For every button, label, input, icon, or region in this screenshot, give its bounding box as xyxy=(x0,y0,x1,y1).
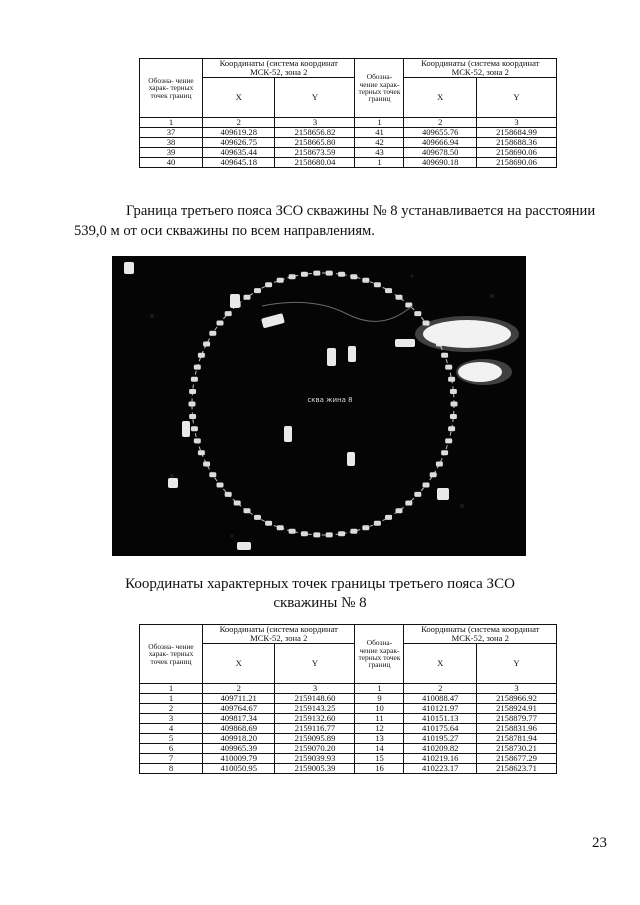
column-index: 3 xyxy=(275,684,355,694)
boundary-point-marker xyxy=(326,271,333,276)
x-value: 410219.16 xyxy=(404,754,476,764)
zone-map-drawing xyxy=(112,256,526,556)
table-row xyxy=(140,714,557,724)
boundary-point-marker xyxy=(423,483,430,488)
point-number: 43 xyxy=(355,148,404,158)
boundary-point-marker xyxy=(244,508,251,513)
point-number: 7 xyxy=(140,754,203,764)
y-value: 2158680.04 xyxy=(275,158,355,168)
y-value: 2158730.21 xyxy=(476,744,556,754)
point-number: 13 xyxy=(355,734,404,744)
boundary-point-marker xyxy=(396,295,403,300)
y-header: Y xyxy=(476,78,556,118)
boundary-point-marker xyxy=(374,282,381,287)
column-index: 3 xyxy=(476,684,556,694)
x-value: 410175.64 xyxy=(404,724,476,734)
boundary-point-marker xyxy=(396,508,403,513)
coords-header: Координаты (система координат МСК-52, зона 2 xyxy=(203,625,355,644)
x-value: 410050.95 xyxy=(203,764,275,774)
point-number: 42 xyxy=(355,138,404,148)
boundary-point-marker xyxy=(405,501,412,506)
y-value: 2158781.94 xyxy=(476,734,556,744)
x-value: 410088.47 xyxy=(404,694,476,704)
y-value: 2159143.25 xyxy=(275,704,355,714)
y-value: 2159039.93 xyxy=(275,754,355,764)
boundary-point-marker xyxy=(289,274,296,279)
y-value: 2158665.80 xyxy=(275,138,355,148)
table-row xyxy=(140,754,557,764)
y-value: 2158623.71 xyxy=(476,764,556,774)
boundary-point-marker xyxy=(350,529,357,534)
column-index: 3 xyxy=(476,118,556,128)
point-number: 14 xyxy=(355,744,404,754)
y-value: 2158688.36 xyxy=(476,138,556,148)
column-index: 1 xyxy=(355,684,404,694)
boundary-point-marker xyxy=(445,365,452,370)
table-row xyxy=(140,138,557,148)
boundary-point-marker xyxy=(301,272,308,277)
table-row xyxy=(140,734,557,744)
boundary-point-marker xyxy=(189,414,196,419)
point-number: 39 xyxy=(140,148,203,158)
boundary-point-marker xyxy=(198,450,205,455)
boundary-point-marker xyxy=(289,529,296,534)
boundary-point-marker xyxy=(277,278,284,283)
point-number: 9 xyxy=(355,694,404,704)
boundary-point-marker xyxy=(374,521,381,526)
boundary-point-marker xyxy=(254,515,261,520)
bottom-table-caption xyxy=(100,575,540,613)
y-value: 2158879.77 xyxy=(476,714,556,724)
table-row xyxy=(140,704,557,714)
y-value: 2159148.60 xyxy=(275,694,355,704)
x-value: 409965.39 xyxy=(203,744,275,754)
caption-line-1: Координаты характерных точек границы третьего пояса ЗСО xyxy=(125,576,515,592)
point-number: 16 xyxy=(355,764,404,774)
x-value: 410009.79 xyxy=(203,754,275,764)
x-header: X xyxy=(203,644,275,684)
y-value: 2158673.59 xyxy=(275,148,355,158)
point-number: 1 xyxy=(140,694,203,704)
point-number: 4 xyxy=(140,724,203,734)
y-value: 2159116.77 xyxy=(275,724,355,734)
table-row xyxy=(140,724,557,734)
boundary-point-marker xyxy=(448,377,455,382)
caption-line-2: скважины № 8 xyxy=(273,595,367,611)
column-index: 2 xyxy=(203,684,275,694)
x-value: 410223.17 xyxy=(404,764,476,774)
zone-map-image xyxy=(112,256,526,556)
point-number: 41 xyxy=(355,128,404,138)
well-center-label: сква жина 8 xyxy=(307,396,353,404)
point-number: 11 xyxy=(355,714,404,724)
boundary-point-marker xyxy=(217,483,224,488)
y-value: 2158966.92 xyxy=(476,694,556,704)
x-value: 410151.13 xyxy=(404,714,476,724)
table-row xyxy=(140,764,557,774)
boundary-point-marker xyxy=(194,365,201,370)
boundary-point-marker xyxy=(225,492,232,497)
table-row xyxy=(140,158,557,168)
x-value: 409678.50 xyxy=(404,148,476,158)
coords-header: Координаты (система координат МСК-52, зона 2 xyxy=(404,59,557,78)
boundary-point-marker xyxy=(225,311,232,316)
boundary-point-marker xyxy=(450,414,457,419)
y-value: 2158656.82 xyxy=(275,128,355,138)
designation-header: Обозна- чение харак- терных точек границ xyxy=(140,59,203,118)
x-value: 409645.18 xyxy=(203,158,275,168)
point-number: 3 xyxy=(140,714,203,724)
x-value: 410121.97 xyxy=(404,704,476,714)
table-row xyxy=(140,694,557,704)
boundary-point-marker xyxy=(217,321,224,326)
boundary-point-marker xyxy=(194,438,201,443)
column-index: 1 xyxy=(140,118,203,128)
coords-header: Координаты (система координат МСК-52, зона 2 xyxy=(404,625,557,644)
boundary-point-marker xyxy=(326,532,333,537)
y-header: Y xyxy=(476,644,556,684)
boundary-point-marker xyxy=(338,272,345,277)
point-number: 8 xyxy=(140,764,203,774)
y-value: 2158690.06 xyxy=(476,148,556,158)
designation-header: Обозна- чение харак- терных точек границ xyxy=(355,625,404,684)
y-value: 2159132.60 xyxy=(275,714,355,724)
column-index: 1 xyxy=(140,684,203,694)
x-value: 409817.34 xyxy=(203,714,275,724)
point-number: 37 xyxy=(140,128,203,138)
column-index: 1 xyxy=(355,118,404,128)
boundary-point-marker xyxy=(450,389,457,394)
boundary-point-marker xyxy=(414,311,421,316)
y-value: 2159005.39 xyxy=(275,764,355,774)
boundary-point-marker xyxy=(313,532,320,537)
boundary-point-marker xyxy=(203,342,210,347)
column-index: 2 xyxy=(404,118,476,128)
designation-header: Обозна- чение харак- терных точек границ xyxy=(140,625,203,684)
x-header: X xyxy=(404,78,476,118)
boundary-point-marker xyxy=(191,426,198,431)
top-coordinates-table xyxy=(139,58,557,168)
boundary-point-marker xyxy=(191,377,198,382)
boundary-point-marker xyxy=(385,515,392,520)
table-row xyxy=(140,744,557,754)
bottom-table-body xyxy=(140,694,557,774)
column-index: 3 xyxy=(275,118,355,128)
boundary-point-marker xyxy=(451,402,458,407)
y-header: Y xyxy=(275,644,355,684)
boundary-point-marker xyxy=(198,353,205,358)
y-value: 2159095.89 xyxy=(275,734,355,744)
designation-header: Обозна- чение харак- терных точек границ xyxy=(355,59,404,118)
boundary-point-marker xyxy=(441,450,448,455)
point-number: 38 xyxy=(140,138,203,148)
y-value: 2158690.06 xyxy=(476,158,556,168)
paragraph-text: Граница третьего пояса ЗСО скважины № 8 устанавливается на расстоянии 539,0 м от оси скважины по всем направлениям. xyxy=(74,203,596,239)
boundary-point-marker xyxy=(209,472,216,477)
boundary-point-marker xyxy=(338,531,345,536)
bottom-coordinates-table xyxy=(139,624,557,774)
column-index: 2 xyxy=(203,118,275,128)
y-value: 2158924.91 xyxy=(476,704,556,714)
boundary-point-marker xyxy=(277,525,284,530)
point-number: 12 xyxy=(355,724,404,734)
x-value: 409655.76 xyxy=(404,128,476,138)
x-value: 409711.21 xyxy=(203,694,275,704)
point-number: 40 xyxy=(140,158,203,168)
boundary-point-marker xyxy=(244,295,251,300)
boundary-point-marker xyxy=(385,288,392,293)
x-value: 409666.94 xyxy=(404,138,476,148)
point-number: 1 xyxy=(355,158,404,168)
point-number: 2 xyxy=(140,704,203,714)
boundary-point-marker xyxy=(265,282,272,287)
y-value: 2158677.29 xyxy=(476,754,556,764)
column-index: 2 xyxy=(404,684,476,694)
boundary-point-marker xyxy=(301,531,308,536)
x-value: 409635.44 xyxy=(203,148,275,158)
x-header: X xyxy=(404,644,476,684)
boundary-point-marker xyxy=(189,402,196,407)
x-value: 409626.75 xyxy=(203,138,275,148)
boundary-point-marker xyxy=(209,331,216,336)
y-value: 2158831.96 xyxy=(476,724,556,734)
x-value: 409690.18 xyxy=(404,158,476,168)
boundary-point-marker xyxy=(362,278,369,283)
boundary-point-marker xyxy=(350,274,357,279)
y-value: 2158684.99 xyxy=(476,128,556,138)
coords-header: Координаты (система координат МСК-52, зона 2 xyxy=(203,59,355,78)
table-row xyxy=(140,148,557,158)
boundary-point-marker xyxy=(254,288,261,293)
boundary-point-marker xyxy=(436,462,443,467)
x-value: 410209.82 xyxy=(404,744,476,754)
boundary-point-marker xyxy=(362,525,369,530)
boundary-point-marker xyxy=(414,492,421,497)
boundary-point-marker xyxy=(313,271,320,276)
boundary-point-marker xyxy=(265,521,272,526)
x-value: 409619.28 xyxy=(203,128,275,138)
x-value: 409868.69 xyxy=(203,724,275,734)
top-table-body xyxy=(140,128,557,168)
y-value: 2159070.20 xyxy=(275,744,355,754)
x-value: 409764.67 xyxy=(203,704,275,714)
point-number: 5 xyxy=(140,734,203,744)
point-number: 10 xyxy=(355,704,404,714)
boundary-point-marker xyxy=(203,462,210,467)
page-number: 23 xyxy=(592,835,607,851)
boundary-point-marker xyxy=(189,389,196,394)
point-number: 6 xyxy=(140,744,203,754)
table-row xyxy=(140,128,557,138)
boundary-point-marker xyxy=(441,353,448,358)
point-number: 15 xyxy=(355,754,404,764)
boundary-paragraph xyxy=(74,201,614,241)
boundary-point-marker xyxy=(430,472,437,477)
x-value: 409918.20 xyxy=(203,734,275,744)
boundary-point-marker xyxy=(445,438,452,443)
x-header: X xyxy=(203,78,275,118)
y-header: Y xyxy=(275,78,355,118)
boundary-point-marker xyxy=(234,501,241,506)
boundary-point-marker xyxy=(448,426,455,431)
x-value: 410195.27 xyxy=(404,734,476,744)
